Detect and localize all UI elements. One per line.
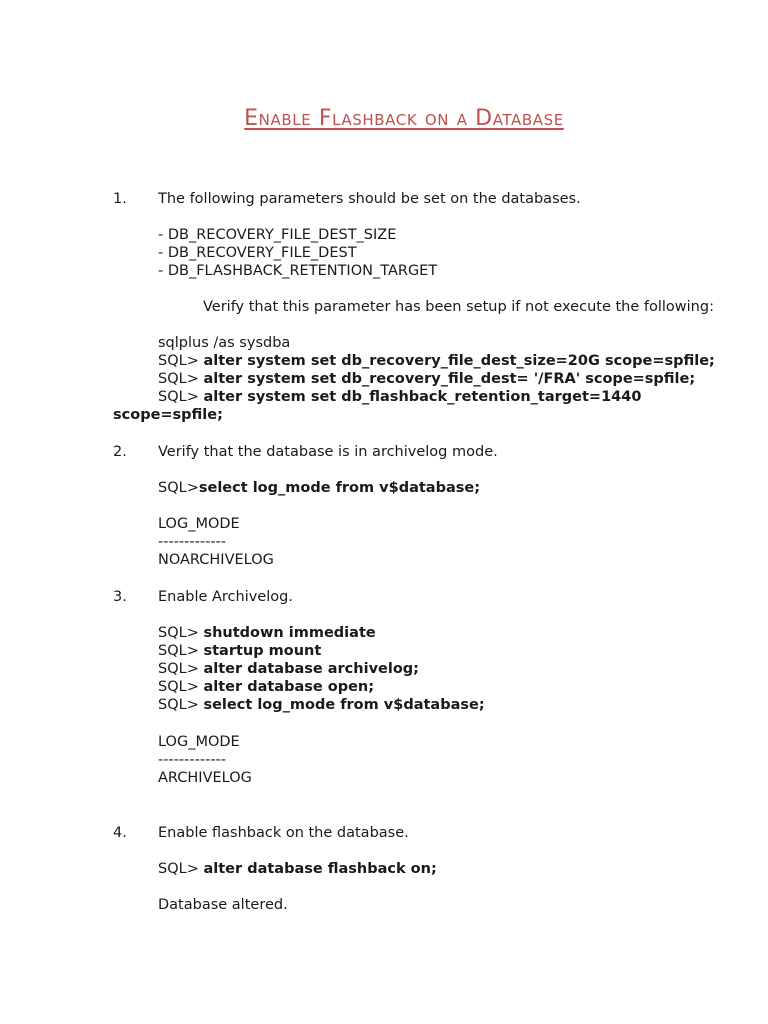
sql-prompt: SQL>	[158, 697, 199, 713]
verify-note: Verify that this parameter has been setup if not execute the following:	[203, 299, 714, 315]
sql-command: alter system set db_flashback_retention_target=1440	[203, 389, 642, 405]
sql-command: shutdown immediate	[203, 625, 376, 641]
sql-prompt: SQL>	[158, 389, 199, 405]
sql-command: select log_mode from v$database;	[198, 480, 481, 496]
result-separator: -------------	[158, 534, 227, 550]
sql-command-line	[158, 860, 437, 878]
step-4-number: 4.	[113, 825, 127, 841]
param-item: - DB_RECOVERY_FILE_DEST	[158, 245, 357, 261]
sql-command-line	[158, 660, 419, 678]
sql-command-line	[158, 696, 485, 714]
sql-command: alter database archivelog;	[203, 661, 419, 677]
step-2-text: Verify that the database is in archivelog mode.	[158, 444, 498, 460]
result-column-header: LOG_MODE	[158, 734, 240, 750]
sql-prompt: SQL>	[158, 353, 199, 369]
result-value: Database altered.	[158, 897, 288, 913]
step-3-text: Enable Archivelog.	[158, 589, 293, 605]
sql-command-line	[158, 352, 715, 370]
sql-prompt: SQL>	[158, 661, 199, 677]
sql-command-line	[158, 624, 376, 642]
sql-command-line	[158, 388, 641, 406]
sql-command-line	[158, 370, 695, 388]
sql-command: alter database open;	[203, 679, 375, 695]
step-3-number: 3.	[113, 589, 127, 605]
sql-prompt: SQL>	[158, 643, 199, 659]
step-1-number: 1.	[113, 191, 127, 207]
result-separator: -------------	[158, 752, 227, 768]
sql-command: alter database flashback on;	[203, 861, 437, 877]
sql-command: select log_mode from v$database;	[203, 697, 485, 713]
sqlplus-login: sqlplus /as sysdba	[158, 335, 291, 351]
sql-command: alter system set db_recovery_file_dest= '/FRA' scope=spfile;	[203, 371, 696, 387]
step-4-text: Enable flashback on the database.	[158, 825, 409, 841]
result-value: ARCHIVELOG	[158, 770, 252, 786]
param-item: - DB_FLASHBACK_RETENTION_TARGET	[158, 263, 438, 279]
param-item: - DB_RECOVERY_FILE_DEST_SIZE	[158, 227, 397, 243]
page-title: Enable Flashback on a Database	[244, 106, 564, 131]
sql-command-line	[158, 479, 480, 497]
result-column-header: LOG_MODE	[158, 516, 240, 532]
sql-prompt: SQL>	[158, 625, 199, 641]
result-value: NOARCHIVELOG	[158, 552, 274, 568]
sql-command: alter system set db_recovery_file_dest_size=20G scope=spfile;	[203, 353, 715, 369]
sql-command-line	[158, 678, 374, 696]
sql-command-continuation	[113, 406, 223, 424]
sql-prompt: SQL>	[158, 480, 199, 496]
step-2-number: 2.	[113, 444, 127, 460]
sql-command-line	[158, 642, 321, 660]
sql-prompt: SQL>	[158, 861, 199, 877]
sql-prompt: SQL>	[158, 679, 199, 695]
sql-prompt: SQL>	[158, 371, 199, 387]
sql-command: startup mount	[203, 643, 322, 659]
sql-command: scope=spfile;	[113, 407, 223, 423]
step-1-text: The following parameters should be set on the databases.	[158, 191, 581, 207]
